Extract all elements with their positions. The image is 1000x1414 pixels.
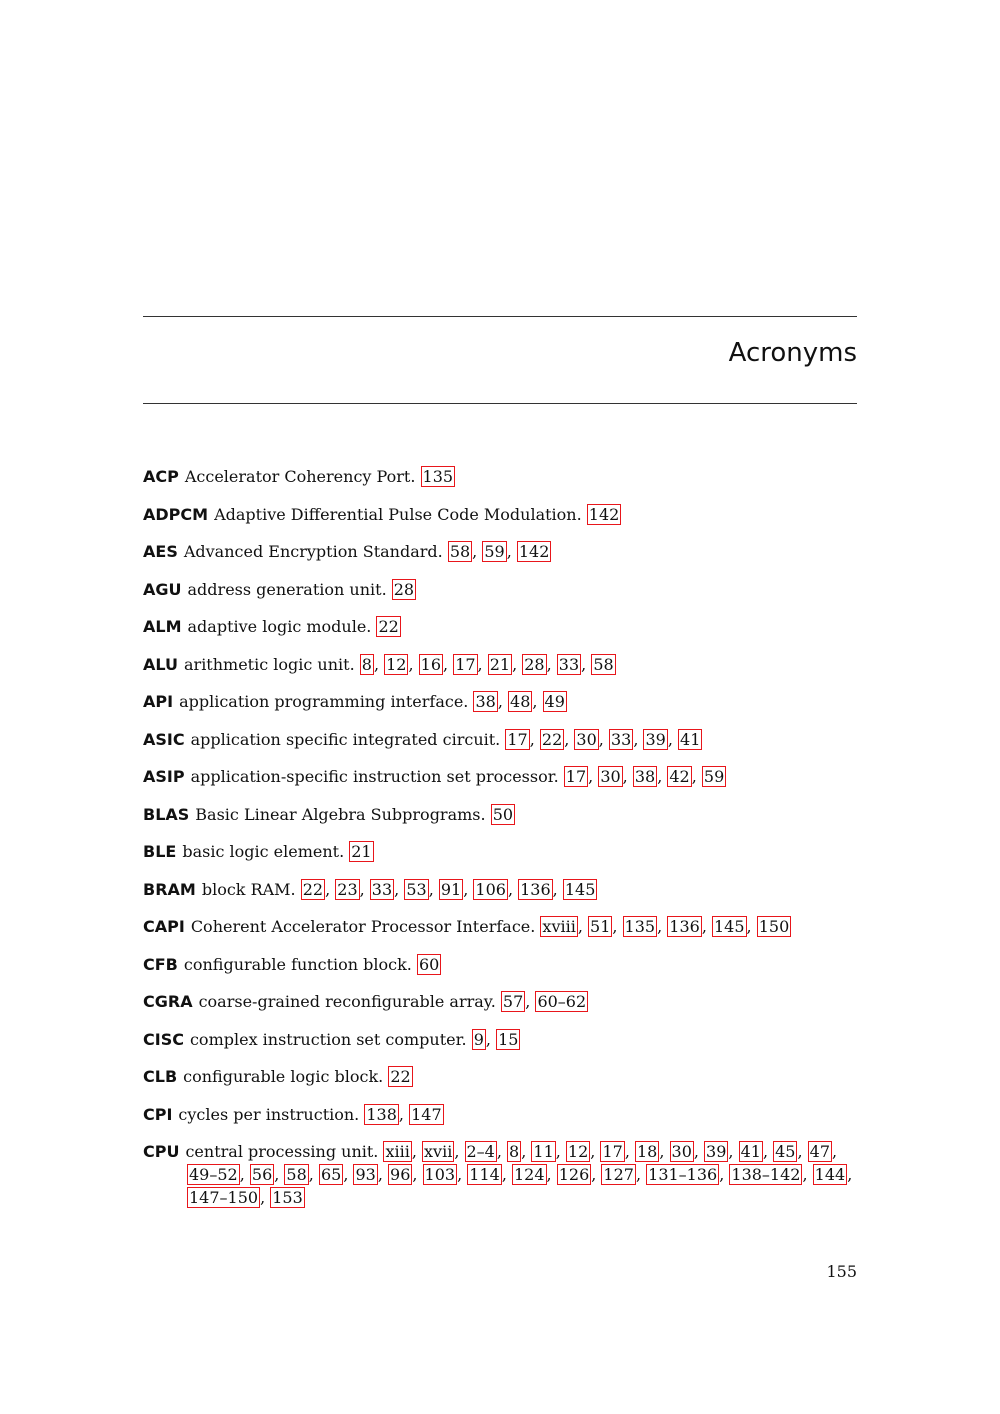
page-references <box>421 466 456 487</box>
page-reference-link[interactable]: 59 <box>703 767 725 786</box>
page-reference-link[interactable]: 41 <box>740 1142 761 1161</box>
page-reference-link[interactable]: 30 <box>600 767 621 786</box>
page-reference-link[interactable]: 42 <box>669 767 690 786</box>
page-references: xiii , xvii , 2–4 , 8 , 11 , 12 , 17 , 18 , 30 , 39 , 41 , 45 , 47 , 49–52 , 56 , 58 , 65 , 93 , 96 , 103 , 114 , 124 , 126 , 127 , 131–136 , 138–142 , 144 , 147–150 , 153 <box>189 1142 853 1207</box>
acronym-entry-blas <box>143 803 857 826</box>
acronym-definition: basic logic element. <box>182 842 345 861</box>
page-reference-link[interactable]: 142 <box>518 542 550 561</box>
acronym-term: ADPCM <box>143 504 209 524</box>
acronym-entry-cfb <box>143 953 857 976</box>
acronym-term: CISC <box>143 1029 184 1049</box>
page-reference-link[interactable]: 23 <box>337 879 358 899</box>
acronym-term: ASIP <box>143 767 185 786</box>
acronym-definition: configurable function block. <box>183 954 412 974</box>
page-reference-link[interactable]: 96 <box>390 1165 411 1184</box>
page-reference-link[interactable]: 33 <box>610 729 632 749</box>
page-references: 8 , 12 , 16 , 17 , 21 , 28 , 33 , 58 <box>361 654 614 674</box>
page-reference-link[interactable]: 106 <box>475 879 506 899</box>
page-reference-link[interactable]: 138 <box>366 1104 397 1124</box>
page-reference-link[interactable]: 39 <box>706 1142 727 1161</box>
acronym-list <box>143 465 857 1224</box>
acronym-entry-cpu <box>143 1140 857 1209</box>
acronym-entry-capi <box>143 915 857 938</box>
page-reference-link[interactable]: 58 <box>286 1165 307 1184</box>
page-reference-link[interactable]: 58 <box>593 654 614 674</box>
page-number: 155 <box>826 1262 857 1281</box>
page-references: 138 , 147 <box>366 1104 442 1124</box>
page-reference-link[interactable]: 22 <box>541 729 563 749</box>
page-references: 17 , 30 , 38 , 42 , 59 <box>565 767 725 786</box>
page-references: 57 , 60–62 <box>502 992 587 1011</box>
page-reference-link[interactable]: 8 <box>361 654 372 674</box>
page-reference-link[interactable]: 8 <box>509 1142 520 1161</box>
page-reference-link[interactable]: 58 <box>449 542 471 561</box>
acronym-term: CAPI <box>143 917 185 936</box>
page-reference-link[interactable]: 33 <box>371 879 393 899</box>
page-reference-link[interactable]: 153 <box>272 1188 303 1207</box>
acronym-definition: Advanced Encryption Standard. <box>183 542 443 561</box>
page-reference-link[interactable]: 21 <box>489 654 511 674</box>
acronym-definition: cycles per instruction. <box>178 1104 360 1124</box>
page-reference-link[interactable]: 17 <box>507 729 528 749</box>
page-reference-link[interactable]: 135 <box>422 467 454 486</box>
page-reference-link[interactable]: 28 <box>524 654 545 674</box>
page-reference-link[interactable]: 33 <box>558 654 580 674</box>
acronym-term: ALM <box>143 617 182 636</box>
page-reference-link[interactable]: 138–142 <box>731 1165 801 1184</box>
acronym-definition: block RAM. <box>201 879 296 899</box>
page-reference-link[interactable]: xvii <box>424 1142 453 1161</box>
acronym-term: AGU <box>143 579 182 599</box>
page-reference-link[interactable]: 38 <box>475 692 496 711</box>
page-reference-link[interactable]: 59 <box>484 542 505 561</box>
page-reference-link[interactable]: 21 <box>351 842 372 861</box>
page-reference-link[interactable]: 65 <box>320 1165 342 1184</box>
acronym-definition: Coherent Accelerator Processor Interface. <box>190 917 536 936</box>
page-reference-link[interactable]: 41 <box>680 729 701 749</box>
acronym-entry-adpcm <box>143 503 857 526</box>
page-reference-link[interactable]: 17 <box>565 767 587 786</box>
acronym-entry-alu <box>143 653 857 676</box>
page-references <box>388 1066 412 1087</box>
page-reference-link[interactable]: 49 <box>544 692 565 711</box>
acronym-entry-aes <box>143 540 857 563</box>
page-reference-link[interactable]: 22 <box>378 617 399 636</box>
page-references: 58 , 59 , 142 <box>449 542 550 561</box>
acronym-entry-api <box>143 690 857 713</box>
page-reference-link[interactable]: 17 <box>602 1142 623 1161</box>
page-reference-link[interactable]: 28 <box>393 579 415 599</box>
page-reference-link[interactable]: 2–4 <box>466 1142 495 1161</box>
page-references <box>491 804 515 825</box>
page-reference-link[interactable]: 45 <box>775 1142 796 1161</box>
page-references: xviii , 51 , 135 , 136 , 145 , 150 <box>542 917 790 936</box>
page-reference-link[interactable]: 22 <box>302 879 324 899</box>
page-reference-link[interactable]: 30 <box>576 729 597 749</box>
page-reference-link[interactable]: 9 <box>473 1029 484 1049</box>
acronym-definition: application-specific instruction set processor. <box>190 767 559 786</box>
page-reference-link[interactable]: 131–136 <box>648 1165 718 1184</box>
acronym-entry-asip <box>143 765 857 788</box>
page-reference-link[interactable]: 18 <box>636 1142 658 1161</box>
acronym-definition: coarse-grained reconfigurable array. <box>198 992 496 1011</box>
page-reference-link[interactable]: 53 <box>406 879 427 899</box>
page-reference-link[interactable]: 57 <box>502 992 524 1011</box>
acronym-definition: arithmetic logic unit. <box>184 654 355 674</box>
page-references <box>349 841 373 862</box>
acronym-definition: Accelerator Coherency Port. <box>184 467 416 486</box>
acronym-entry-bram <box>143 878 857 901</box>
page-references <box>376 616 400 637</box>
page-reference-link[interactable]: 12 <box>386 654 407 674</box>
page-reference-link[interactable]: 147 <box>411 1104 442 1124</box>
page-reference-link[interactable]: 15 <box>498 1029 519 1049</box>
page-references: 22 , 23 , 33 , 53 , 91 , 106 , 136 , 145 <box>302 879 596 899</box>
chapter-title: Acronyms <box>728 338 857 368</box>
page-reference-link[interactable]: 103 <box>424 1165 456 1184</box>
page-reference-link[interactable]: 22 <box>390 1067 411 1086</box>
page-reference-link[interactable]: 48 <box>510 692 531 711</box>
acronym-entry-agu <box>143 578 857 601</box>
page-reference-link[interactable]: 11 <box>533 1142 554 1161</box>
acronym-entry-alm <box>143 615 857 638</box>
acronym-definition: adaptive logic module. <box>187 617 372 636</box>
page-reference-link[interactable]: 56 <box>251 1165 273 1184</box>
page-reference-link[interactable]: 150 <box>758 917 790 936</box>
page-reference-link[interactable]: 38 <box>634 767 656 786</box>
page-references: 38 , 48 , 49 <box>475 692 565 711</box>
page-reference-link[interactable]: 124 <box>513 1165 545 1184</box>
page-reference-link[interactable]: 51 <box>590 917 611 936</box>
page-references <box>392 579 416 600</box>
page-reference-link[interactable]: 142 <box>588 504 620 524</box>
page-reference-link[interactable]: xiii <box>385 1142 410 1161</box>
page-reference-link[interactable]: 60–62 <box>537 992 587 1011</box>
page-reference-link[interactable]: 50 <box>492 804 514 824</box>
page-reference-link[interactable]: 12 <box>567 1142 589 1161</box>
acronym-definition: application programming interface. <box>179 692 469 711</box>
page-references: 17 , 22 , 30 , 33 , 39 , 41 <box>507 729 701 749</box>
acronym-definition: central processing unit. <box>185 1142 379 1161</box>
page-references <box>587 504 622 525</box>
page-reference-link[interactable]: 135 <box>624 917 656 936</box>
acronym-entry-ble <box>143 840 857 863</box>
chapter-bottom-rule <box>143 403 857 404</box>
acronym-entry-cpi <box>143 1103 857 1126</box>
acronym-term: BLAS <box>143 804 190 824</box>
acronym-term: CGRA <box>143 992 193 1011</box>
page-reference-link[interactable]: 136 <box>520 879 551 899</box>
acronym-term: ACP <box>143 467 179 486</box>
acronym-term: CFB <box>143 954 178 974</box>
acronym-term: CPI <box>143 1104 173 1124</box>
chapter-top-rule <box>143 316 857 317</box>
page-reference-link[interactable]: 16 <box>420 654 442 674</box>
page-reference-link[interactable]: 49–52 <box>189 1165 238 1184</box>
page-reference-link[interactable]: 91 <box>440 879 462 899</box>
page-reference-link[interactable]: 127 <box>603 1165 634 1184</box>
acronym-entry-clb <box>143 1065 857 1088</box>
acronym-term: ALU <box>143 654 178 674</box>
page-references <box>417 954 441 975</box>
acronym-term: BLE <box>143 842 177 861</box>
page-reference-link[interactable]: 144 <box>814 1165 846 1184</box>
page-reference-link[interactable]: 126 <box>558 1165 590 1184</box>
page-reference-link[interactable]: 145 <box>564 879 596 899</box>
acronym-term: ASIC <box>143 729 185 749</box>
page-reference-link[interactable]: 60 <box>418 954 440 974</box>
acronym-entry-cgra <box>143 990 857 1013</box>
page-reference-link[interactable]: 114 <box>469 1165 500 1184</box>
page-reference-link[interactable]: 93 <box>355 1165 376 1184</box>
page-reference-link[interactable]: 39 <box>645 729 666 749</box>
acronym-definition: address generation unit. <box>187 579 387 599</box>
acronym-entry-cisc <box>143 1028 857 1051</box>
acronym-term: API <box>143 692 174 711</box>
page-reference-link[interactable]: 17 <box>455 654 476 674</box>
acronym-entry-asic <box>143 728 857 751</box>
acronym-definition: complex instruction set computer. <box>189 1029 467 1049</box>
acronym-term: CPU <box>143 1142 180 1161</box>
page-reference-link[interactable]: 147–150 <box>189 1188 259 1207</box>
page-reference-link[interactable]: xviii <box>542 917 576 936</box>
acronym-definition: application specific integrated circuit. <box>190 729 501 749</box>
page-reference-link[interactable]: 47 <box>809 1142 830 1161</box>
acronym-entry-acp <box>143 465 857 488</box>
page-reference-link[interactable]: 145 <box>713 917 745 936</box>
acronym-definition: configurable logic block. <box>183 1067 384 1086</box>
page-references: 9 , 15 <box>473 1029 519 1049</box>
acronym-term: CLB <box>143 1067 178 1086</box>
page-reference-link[interactable]: 30 <box>671 1142 692 1161</box>
acronym-term: BRAM <box>143 879 196 899</box>
acronym-term: AES <box>143 542 178 561</box>
page-reference-link[interactable]: 136 <box>669 917 700 936</box>
acronym-definition: Adaptive Differential Pulse Code Modulation. <box>214 504 582 524</box>
acronym-definition: Basic Linear Algebra Subprograms. <box>195 804 486 824</box>
